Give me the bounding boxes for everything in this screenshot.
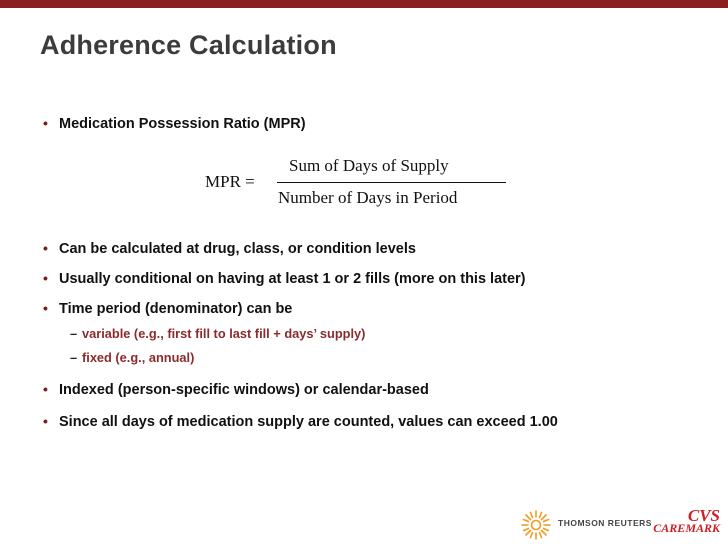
bullet-dot-icon: • (43, 300, 48, 316)
bullet-levels (43, 240, 416, 257)
sub-bullet-variable (70, 326, 365, 341)
top-accent-bar (0, 0, 728, 8)
footer-logos (520, 505, 720, 541)
sub-bullet-text: fixed (e.g., annual) (82, 350, 195, 365)
bullet-dot-icon: • (43, 381, 48, 397)
bullet-mpr (43, 115, 306, 132)
bullet-text: Since all days of medication supply are counted, values can exceed 1.00 (59, 414, 558, 430)
thomson-reuters-wordmark: THOMSON REUTERS (558, 518, 652, 528)
sub-bullet-fixed (70, 350, 194, 365)
cvs-wordmark: CVS (687, 506, 720, 525)
formula-numerator: Sum of Days of Supply (289, 156, 449, 175)
bullet-dot-icon: • (43, 115, 48, 131)
formula-denominator: Number of Days in Period (278, 188, 458, 207)
bullet-text: Time period (denominator) can be (59, 301, 293, 317)
bullet-text: Indexed (person-specific windows) or calendar-based (59, 382, 429, 398)
sub-bullet-text: variable (e.g., first fill to last fill + days’ supply) (82, 326, 366, 341)
bullet-text: Medication Possession Ratio (MPR) (59, 116, 306, 132)
slide-title: Adherence Calculation (40, 30, 337, 60)
bullet-indexed (43, 381, 429, 398)
dash-icon: – (70, 326, 78, 341)
bullet-time-period (43, 300, 292, 317)
bullet-conditional (43, 270, 526, 287)
bullet-dot-icon: • (43, 270, 48, 286)
bullet-text: Can be calculated at drug, class, or condition levels (59, 241, 416, 257)
bullet-exceed (43, 413, 558, 430)
bullet-dot-icon: • (43, 240, 48, 256)
bullet-text: Usually conditional on having at least 1 or 2 fills (more on this later) (59, 271, 526, 287)
sunburst-logo-icon (520, 509, 554, 541)
formula-lhs: MPR = (205, 172, 255, 191)
caremark-wordmark: CAREMARK (653, 521, 720, 535)
cvs-caremark-logo (648, 507, 720, 534)
fraction-bar (277, 182, 506, 183)
dash-icon: – (70, 350, 78, 365)
bullet-dot-icon: • (43, 413, 48, 429)
